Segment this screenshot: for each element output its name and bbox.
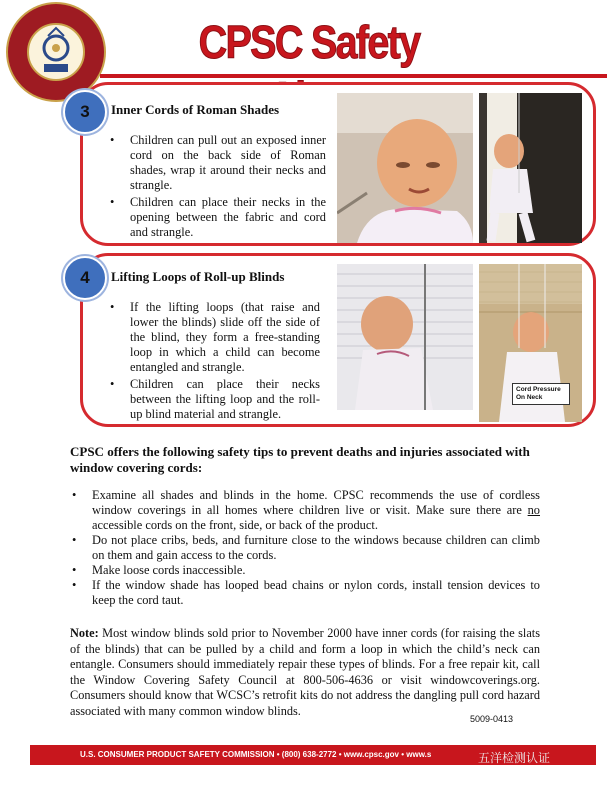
- panel-bullet-list: [108, 300, 320, 422]
- panel-number-badge: 3: [63, 90, 107, 134]
- footer-bar: U.S. CONSUMER PRODUCT SAFETY COMMISSION • (800) 638-2772 • www.cpsc.gov • www.s: [30, 745, 596, 765]
- doll-at-window-photo: [479, 93, 582, 243]
- list-item: • Children can place their necks between the lifting loop and the roll-up blind material and strangle.: [108, 377, 320, 422]
- safety-tips-list: [70, 488, 540, 608]
- watermark: 五洋检测认证: [478, 751, 551, 765]
- seal-emblem-icon: [8, 4, 104, 100]
- note-label: Note:: [70, 626, 99, 640]
- panel-bullet-list: [108, 133, 326, 240]
- list-item: • Examine all shades and blinds in the home. CPSC recommends the use of cordless window coverings in all homes where children live or visit. Make sure there are no accessible cords on the front, side, or back of the product.: [70, 488, 540, 533]
- list-item: • Do not place cribs, beds, and furniture close to the windows because children can climb on them and gain access to the cords.: [70, 533, 540, 563]
- note-paragraph: [70, 626, 540, 719]
- alert-title: CPSC Safety: [198, 16, 420, 68]
- list-item: • Children can pull out an exposed inner cord on the back side of Roman shades, wrap it around their necks and strangle.: [108, 133, 326, 193]
- baby-doll-closeup-photo: [337, 93, 473, 243]
- cord-pressure-label: Cord Pressure On Neck: [512, 383, 570, 405]
- list-item: • If the lifting loops (that raise and lower the blinds) slide off the side of the blind, they form a free-standing loop in which a child can become entangled and strangle.: [108, 300, 320, 375]
- header-divider: [100, 74, 607, 78]
- list-item: • If the window shade has looped bead chains or nylon cords, install tension devices to keep the cord taut.: [70, 578, 540, 608]
- panel-title: Lifting Loops of Roll-up Blinds: [111, 269, 285, 284]
- safety-tips-intro: CPSC offers the following safety tips to prevent deaths and injuries associated with window covering cords:: [70, 444, 530, 475]
- panel-number-badge: 4: [63, 256, 107, 300]
- document-number: 5009-0413: [470, 714, 514, 724]
- list-item: • Make loose cords inaccessible.: [70, 563, 540, 578]
- note-text: Most window blinds sold prior to November 2000 have inner cords (for raising the slats of the blinds) that can be pulled by a child and form a loop in which the child’s neck can entangle. Consumers should immediately repair these types of blinds. For a free repair kit, call the Window Covering Safety Council at 800-506-4636 or visit windowcoverings.org. Consumers should know that WCSC’s retrofit kits do not address the dangling pull cord hazard associated with many common window blinds.: [70, 626, 540, 718]
- panel-title: Inner Cords of Roman Shades: [111, 102, 280, 117]
- doll-in-loop-photo: [337, 264, 473, 410]
- list-item: • Children can place their necks in the opening between the fabric and cord and strangle.: [108, 195, 326, 240]
